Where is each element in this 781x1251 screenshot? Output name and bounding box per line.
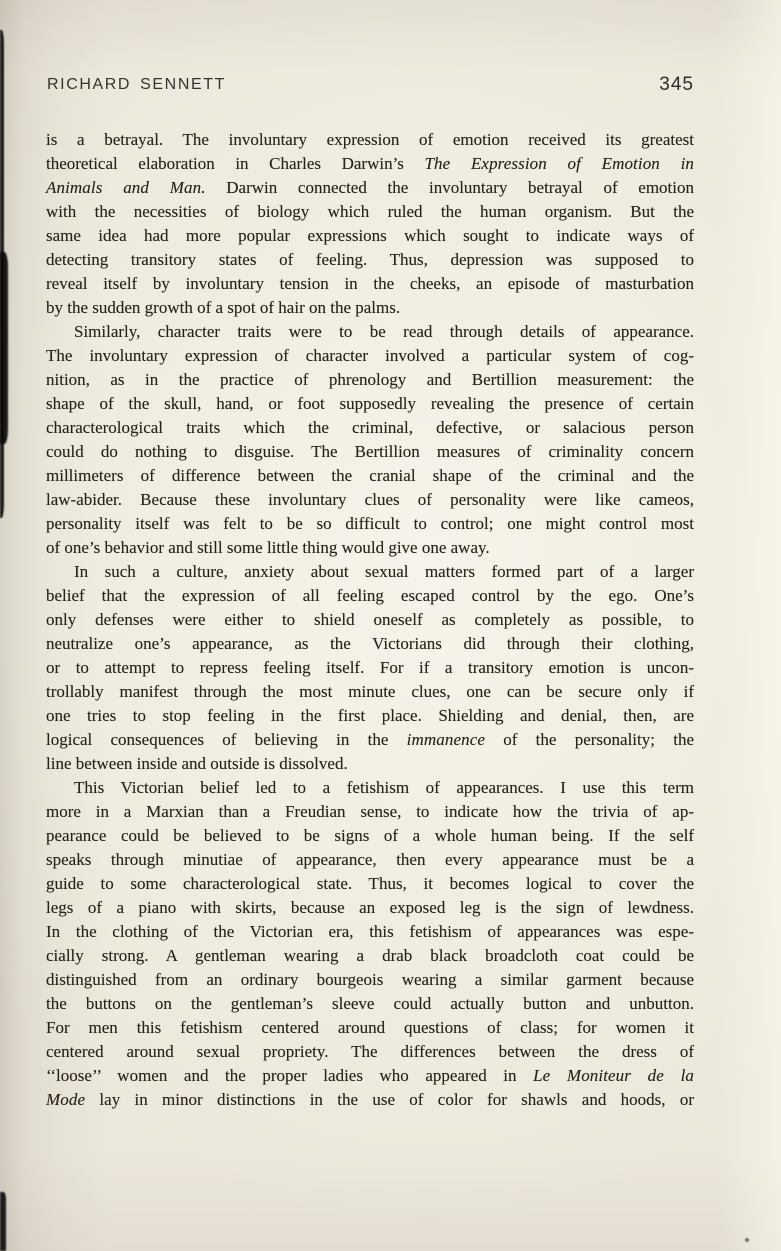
text-line: For men this fetishism centered around questions of class; for women it (46, 1018, 694, 1037)
text-line: This Victorian belief led to a fetishism of appearances. I use this term (74, 778, 694, 797)
text-line: reveal itself by involuntary tension in the cheeks, an episode of masturbation (46, 274, 694, 293)
text-line: could do nothing to disguise. The Bertillion measures of criminality concern (46, 442, 694, 461)
scan-edge-artifact-top (0, 30, 4, 518)
text-line: speaks through minutiae of appearance, then every appearance must be a (46, 850, 694, 869)
text-line: millimeters of difference between the cranial shape of the criminal and the (46, 466, 694, 485)
text-line: the buttons on the gentleman’s sleeve could actually button and unbutton. (46, 994, 694, 1013)
text-line: personality itself was felt to be so difficult to control; one might control most (46, 514, 694, 533)
text-line: one tries to stop feeling in the first place. Shielding and denial, then, are (46, 706, 694, 725)
text-line: logical consequences of believing in the immanence of the personality; the (46, 730, 694, 749)
text-line: by the sudden growth of a spot of hair on the palms. (46, 298, 401, 317)
text-line: belief that the expression of all feeling escaped control by the ego. One’s (46, 586, 694, 605)
text-line: same idea had more popular expressions which sought to indicate ways of (46, 226, 694, 245)
text-line: law-abider. Because these involuntary clues of personality were like cameos, (46, 490, 694, 509)
text-line: Mode lay in minor distinctions in the use of color for shawls and hoods, or (46, 1090, 694, 1109)
text-line: is a betrayal. The involuntary expression of emotion received its greatest (46, 130, 694, 149)
text-line: theoretical elaboration in Charles Darwin’s The Expression of Emotion in (46, 154, 694, 173)
body-text (46, 128, 694, 1112)
running-head-author: RICHARD SENNETT (47, 76, 227, 93)
text-line: nition, as in the practice of phrenology and Bertillion measurement: the (46, 370, 694, 389)
text-line: guide to some characterological state. Thus, it becomes logical to cover the (46, 874, 694, 893)
scan-speck (745, 1238, 749, 1242)
text-line: In such a culture, anxiety about sexual matters formed part of a larger (74, 562, 694, 581)
text-line: legs of a piano with skirts, because an exposed leg is the sign of lewdness. (46, 898, 694, 917)
text-line: trollably manifest through the most minute clues, one can be secure only if (46, 682, 694, 701)
text-line: centered around sexual propriety. The differences between the dress of (46, 1042, 694, 1061)
text-line: shape of the skull, hand, or foot supposedly revealing the presence of certain (46, 394, 694, 413)
text-line: characterological traits which the criminal, defective, or salacious person (46, 418, 694, 437)
text-line: In the clothing of the Victorian era, this fetishism of appearances was espe- (46, 922, 694, 941)
running-head (46, 74, 694, 96)
text-line: with the necessities of biology which ruled the human organism. But the (46, 202, 694, 221)
scan-edge-artifact-middle (0, 252, 8, 444)
paragraph (46, 320, 694, 560)
text-line: detecting transitory states of feeling. Thus, depression was supposed to (46, 250, 694, 269)
text-line: neutralize one’s appearance, as the Victorians did through their clothing, (46, 634, 694, 653)
text-line: ‘‘loose’’ women and the proper ladies who appeared in Le Moniteur de la (46, 1066, 694, 1085)
text-line: only defenses were either to shield oneself as completely as possible, to (46, 610, 694, 629)
text-line: pearance could be believed to be signs of a whole human being. If the self (46, 826, 694, 845)
text-line: or to attempt to repress feeling itself. For if a transitory emotion is uncon- (46, 658, 694, 677)
paragraph (46, 128, 694, 320)
paragraph (46, 776, 694, 1112)
text-line: Similarly, character traits were to be read through details of appearance. (74, 322, 694, 341)
text-line: The involuntary expression of character involved a particular system of cog- (46, 346, 694, 365)
text-line: of one’s behavior and still some little thing would give one away. (46, 538, 490, 557)
text-line: distinguished from an ordinary bourgeois wearing a similar garment because (46, 970, 694, 989)
paragraph (46, 560, 694, 776)
text-line: Animals and Man. Darwin connected the involuntary betrayal of emotion (46, 178, 694, 197)
text-line: cially strong. A gentleman wearing a drab black broadcloth coat could be (46, 946, 694, 965)
page-number: 345 (659, 74, 694, 95)
text-line: more in a Marxian than a Freudian sense, to indicate how the trivia of ap- (46, 802, 694, 821)
text-line: line between inside and outside is dissolved. (46, 754, 348, 773)
scan-edge-artifact-bottom (0, 1192, 6, 1251)
